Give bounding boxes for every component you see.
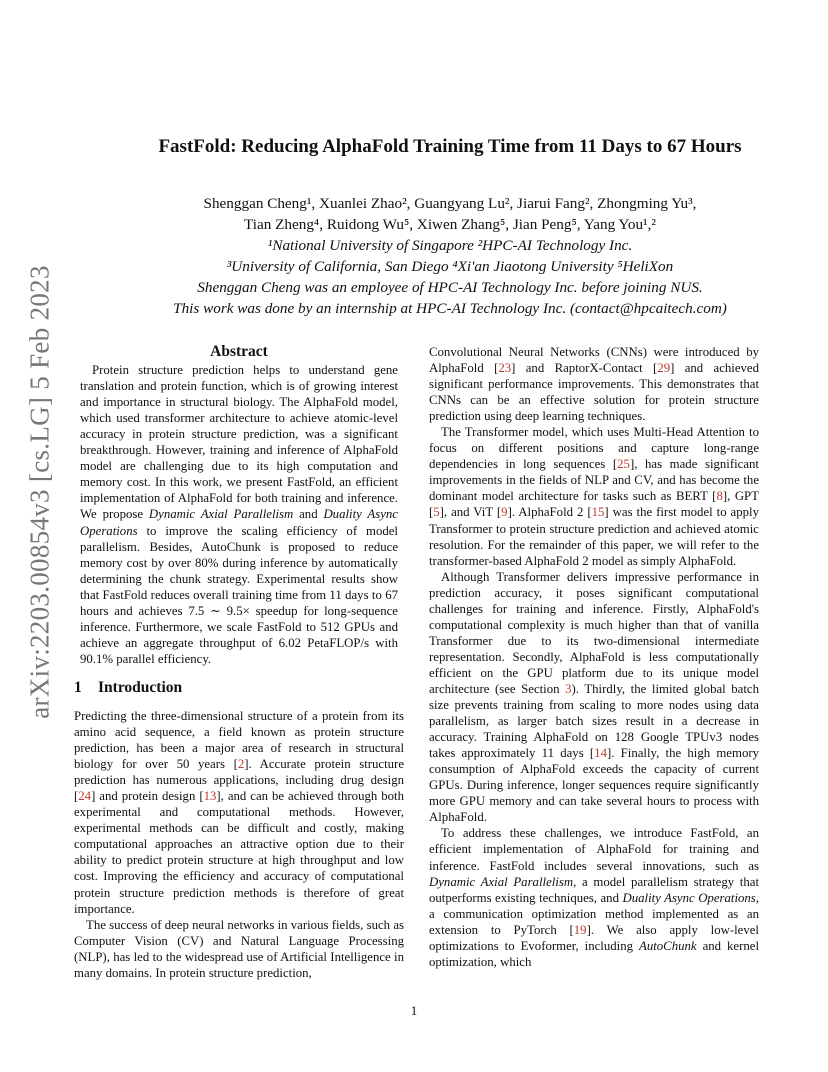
intro-text: ] and protein design [ (91, 789, 204, 804)
citation-link[interactable]: 24 (78, 789, 92, 804)
intro-paragraph-1 (74, 708, 404, 917)
abstract-text-and: and (293, 507, 324, 522)
body-text: Although Transformer delivers impressive performance in prediction accuracy, it poses significant computational challenges for training and inference. Firstly, AlphaFold's computational complexity is much higher than that of vanilla Transformer due to its two-dimensional intermediate representation. Secondly, AlphaFold is less computationally efficient on the GPU platform due to its unique model architecture (see Section (429, 569, 759, 696)
emphasis-text: AutoChunk (639, 938, 697, 953)
section-title: Introduction (98, 678, 183, 696)
citation-link[interactable]: 25 (617, 457, 630, 472)
citation-link[interactable]: 15 (591, 505, 605, 520)
body-text: , a model parallelism strategy that outperforms existing techniques, and (429, 874, 759, 905)
section-link[interactable]: 3 (565, 681, 572, 696)
citation-link[interactable]: 8 (716, 489, 723, 504)
author-note-2: This work was done by an internship at HPC-AI Technology Inc. (contact@hpcaitech.com) (173, 300, 727, 317)
body-text: ], and ViT [ (439, 505, 502, 520)
citation-link[interactable]: 13 (203, 789, 217, 804)
body-text: To address these challenges, we introduce FastFold, an efficient implementation of AlphaFold for training and inference. FastFold includes several innovations, such as (429, 826, 759, 873)
author-note-1: Shenggan Cheng was an employee of HPC-AI Technology Inc. before joining NUS. (197, 279, 703, 296)
body-text: ]. We also apply low-level optimizations to Evoformer, including (429, 922, 759, 953)
emphasis-text: Duality Async Operations (622, 890, 756, 905)
right-paragraph-3 (429, 569, 759, 826)
intro-text: ], and can be achieved through both experimental and computational methods. However, experimental methods can be difficult and costly, making computational approaches an attractive option due to their ability to predict protein structure at high throughput and low cost. Improving the efficiency and accuracy of computational protein structure prediction methods is therefore of great importance. (74, 789, 404, 916)
paper-title: FastFold: Reducing AlphaFold Training Time from 11 Days to 67 Hours (158, 136, 742, 157)
abstract (74, 344, 404, 667)
left-column (74, 344, 404, 981)
citation-link[interactable]: 23 (498, 361, 512, 376)
body-text: The Transformer model, which uses Multi-Head Attention to focus on different positions and capture long-range dependencies in long sequences [ (429, 425, 759, 472)
arxiv-sidebar (14, 265, 66, 719)
body-text: , a communication optimization method implemented as an extension to PyTorch [ (429, 890, 759, 937)
abstract-text-2: to improve the scaling efficiency of model parallelism. Besides, AutoChunk is proposed to reduce memory cost by over 80% during inference by automatically determining the chunk strategy. Experimental results show that FastFold reduces overall training time from 11 days to 67 hours and achieves 7.5 ∼ 9.5× speedup for long-sequence inference. Furthermore, we scale FastFold to 512 GPUs and achieve an aggregate throughput of 6.02 PetaFLOP/s with 90.1% parallel efficiency. (80, 523, 398, 666)
right-paragraph-1 (429, 344, 759, 424)
body-text: ], GPT [ (429, 489, 759, 520)
body-text: and kernel optimization, which (429, 938, 759, 969)
author-line-2: Tian Zheng⁴, Ruidong Wu⁵, Xiwen Zhang⁵, Jian Peng⁵, Yang You¹,² (244, 216, 656, 233)
intro-paragraph-2: The success of deep neural networks in various fields, such as Computer Vision (CV) and Natural Language Processing (NLP), has led to the widespread use of Artificial Intelligence in many domains. In protein structure prediction, (74, 917, 404, 980)
body-text: ], has made significant improvements in the fields of NLP and CV, and has become the dominant model architecture for tasks such as BERT [ (429, 457, 759, 504)
section-heading-introduction (74, 680, 404, 696)
intro-text: ]. Accurate protein structure prediction has numerous applications, including drug design [ (74, 757, 405, 804)
citation-link[interactable]: 5 (433, 505, 440, 520)
body-text: ]. AlphaFold 2 [ (507, 505, 592, 520)
author-line-1: Shenggan Cheng¹, Xuanlei Zhao², Guangyang Lu², Jiarui Fang², Zhongming Yu³, (203, 195, 697, 212)
page-number: 1 (410, 1003, 418, 1018)
body-text: ] and RaptorX-Contact [ (511, 361, 658, 376)
abstract-heading: Abstract (210, 343, 268, 360)
abstract-emphasis-1: Dynamic Axial Parallelism (148, 507, 294, 522)
citation-link[interactable]: 9 (501, 505, 508, 520)
abstract-text-1: Protein structure prediction helps to understand gene translation and protein function, which is of growing interest and importance in structural biology. The AlphaFold model, which used transformer architecture to achieve atomic-level accuracy in protein structure prediction, was a significant breakthrough. However, training and inference of AlphaFold model are challenging due to its high computation and memory cost. In this work, we present FastFold, an efficient implementation of AlphaFold for both training and inference. We propose (80, 363, 398, 522)
body-text: ] and achieved significant performance improvements. This demonstrates that CNNs can be an effective solution for protein structure prediction using deep learning techniques. (429, 361, 759, 424)
citation-link[interactable]: 19 (573, 922, 587, 937)
affiliation-line-2: ³University of California, San Diego ⁴Xi'an Jiaotong University ⁵HeliXon (226, 258, 674, 275)
abstract-emphasis-2: Duality Async Operations (80, 507, 398, 538)
citation-link[interactable]: 29 (657, 361, 671, 376)
body-text: ). Thirdly, the limited global batch size prevents training from scaling to more nodes using data parallelism, as larger batch sizes result in a decrease in accuracy. Training AlphaFold on 128 Google TPUv3 nodes takes approximately 11 days [ (429, 681, 759, 761)
citation-link[interactable]: 2 (237, 757, 245, 772)
emphasis-text: Dynamic Axial Parallelism (429, 874, 574, 889)
right-column (429, 344, 759, 970)
affiliation-line-1: ¹National University of Singapore ²HPC-AI Technology Inc. (267, 237, 633, 254)
body-text: ]. Finally, the high memory consumption of AlphaFold exceeds the capacity of current GPUs. During inference, longer sequences require significantly more GPU memory and can take several hours to process with AlphaFold. (429, 746, 760, 825)
arxiv-identifier[interactable]: arXiv:2203.00854v3 [cs.LG] 5 Feb 2023 (24, 265, 55, 719)
section-number: 1 (74, 678, 82, 696)
right-paragraph-4 (429, 825, 759, 969)
body-text: ] was the first model to apply Transformer to protein structure prediction and achieved atomic resolution. For the remainder of this paper, we will refer to the transformer-based AlphaFold 2 model as simply AlphaFold. (429, 505, 759, 568)
citation-link[interactable]: 14 (594, 746, 607, 761)
abstract-paragraph (74, 362, 404, 667)
right-paragraph-2 (429, 424, 759, 568)
author-block (70, 193, 828, 319)
intro-text: Predicting the three-dimensional structure of a protein from its amino acid sequence, a field known as protein structure prediction, has been a major area of research in structural biology for over 50 years [ (74, 708, 404, 772)
body-text: Convolutional Neural Networks (CNNs) were introduced by AlphaFold [ (429, 345, 759, 376)
